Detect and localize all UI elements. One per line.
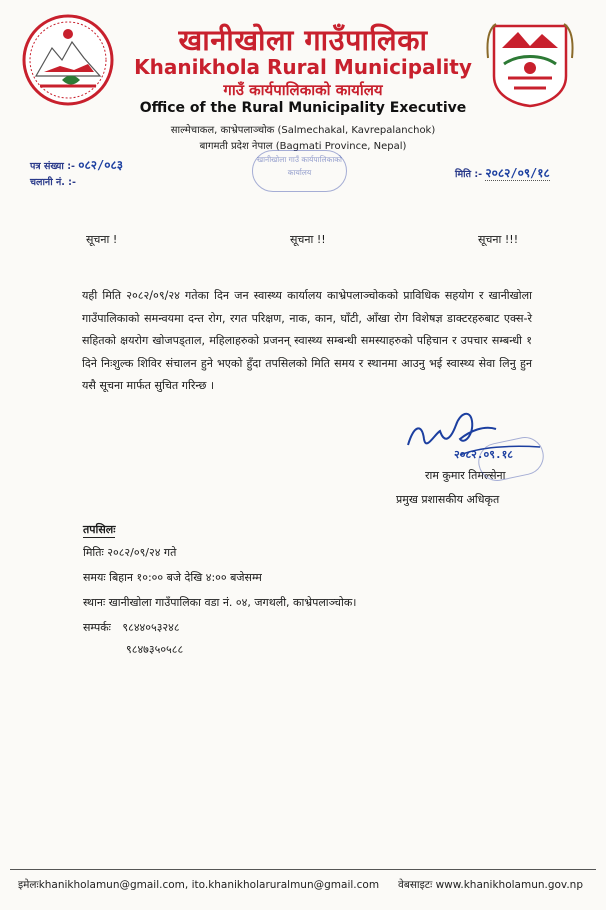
website-value: www.khanikholamun.gov.np [435,879,583,891]
letter-number [30,156,123,173]
header-office-nepali: गाउँ कार्यपालिकाको कार्यालय [223,81,383,99]
header-office-english: Office of the Rural Municipality Executive [139,100,467,116]
notice-heading-center: सूचना !! [290,233,326,246]
signatory-name: राम कुमार तिमल्सेना [425,469,506,482]
notice-body-paragraph: यही मिति २०८२/०९/२४ गतेका दिन जन स्वास्थ्य कार्यालय काभ्रेपलाञ्चोकको प्राविधिक सहयोग र खानीखोला गाउँपालिकाको समन्वयमा दन्त रोग, रगत परिक्षण, नाक, कान, घाँटी, आँखा रोग विशेषज्ञ डाक्टरहरुबाट एक्स-रे सहितको क्षयरोग खोजपड्ताल, महिलाहरुको प्रजनन् स्वास्थ्य सम्बन्धी समस्याहरुको पहिचान र उपचार सम्बन्धी १ दिने निःशुल्क शिविर संचालन हुने भएको हुँदा तपसिलको मिति समय र स्थानमा आउनु भई स्वास्थ्य सेवा लिनु हुन यसै सूचना मार्फत सुचित गरिन्छ । [82,289,532,393]
email-label: इमेलः [18,879,39,891]
details-contact [83,620,180,635]
contact-phone-1: ९८४४०५३२४८ [122,621,180,634]
notice-heading-right: सूचना !!! [478,233,519,246]
date-value: २०८२/०९/१८ [485,166,550,180]
contact-label: सम्पर्कः [83,621,111,634]
letter-number-label: पत्र संख्या :- [30,161,75,172]
header-title-english: Khanikhola Rural Municipality [134,55,472,79]
footer-divider [10,869,596,870]
header-address-line1: साल्मेचाकल, काभ्रेपलाञ्चोक (Salmechakal, Kavrepalanchok) [170,125,436,136]
contact-phone-2: ९८४७३५०५८८ [126,643,184,656]
header-title-nepali: खानीखोला गाउँपालिका [178,23,428,57]
stamp-text: खानीखोला गाउँ कार्यपालिकाको कार्यालय [256,155,343,177]
footer-email [18,878,379,892]
signatory-designation: प्रमुख प्रशासकीय अधिकृत [396,493,500,506]
footer-website [398,878,583,892]
signature-handwritten-date: २०८२.०९.१८ [454,448,514,461]
dispatch-number-label: चलानी नं. :- [30,177,76,188]
details-place: स्थानः खानीखोला गाउँपालिका वडा नं. ०४, जगथली, काभ्रेपलाञ्चोक। [83,596,357,609]
details-date: मितिः २०८२/०९/२४ गते [83,546,177,559]
date-label: मिति :- [455,169,483,180]
notice-heading-left: सूचना ! [86,233,118,246]
details-time: समयः बिहान १०:०० बजे देखि ४:०० बजेसम्म [83,571,262,584]
letter-date [455,164,550,181]
office-stamp [252,150,347,192]
letter-number-value: ०८२/०८३ [78,158,123,172]
details-heading: तपसिलः [83,523,116,536]
header-address-line2: बागमती प्रदेश नेपाल (Bagmati Province, Nepal) [199,141,407,152]
email-value: khanikholamun@gmail.com, ito.khanikholaruralmun@gmail.com [38,879,380,891]
website-label: वेबसाइटः [398,879,433,891]
